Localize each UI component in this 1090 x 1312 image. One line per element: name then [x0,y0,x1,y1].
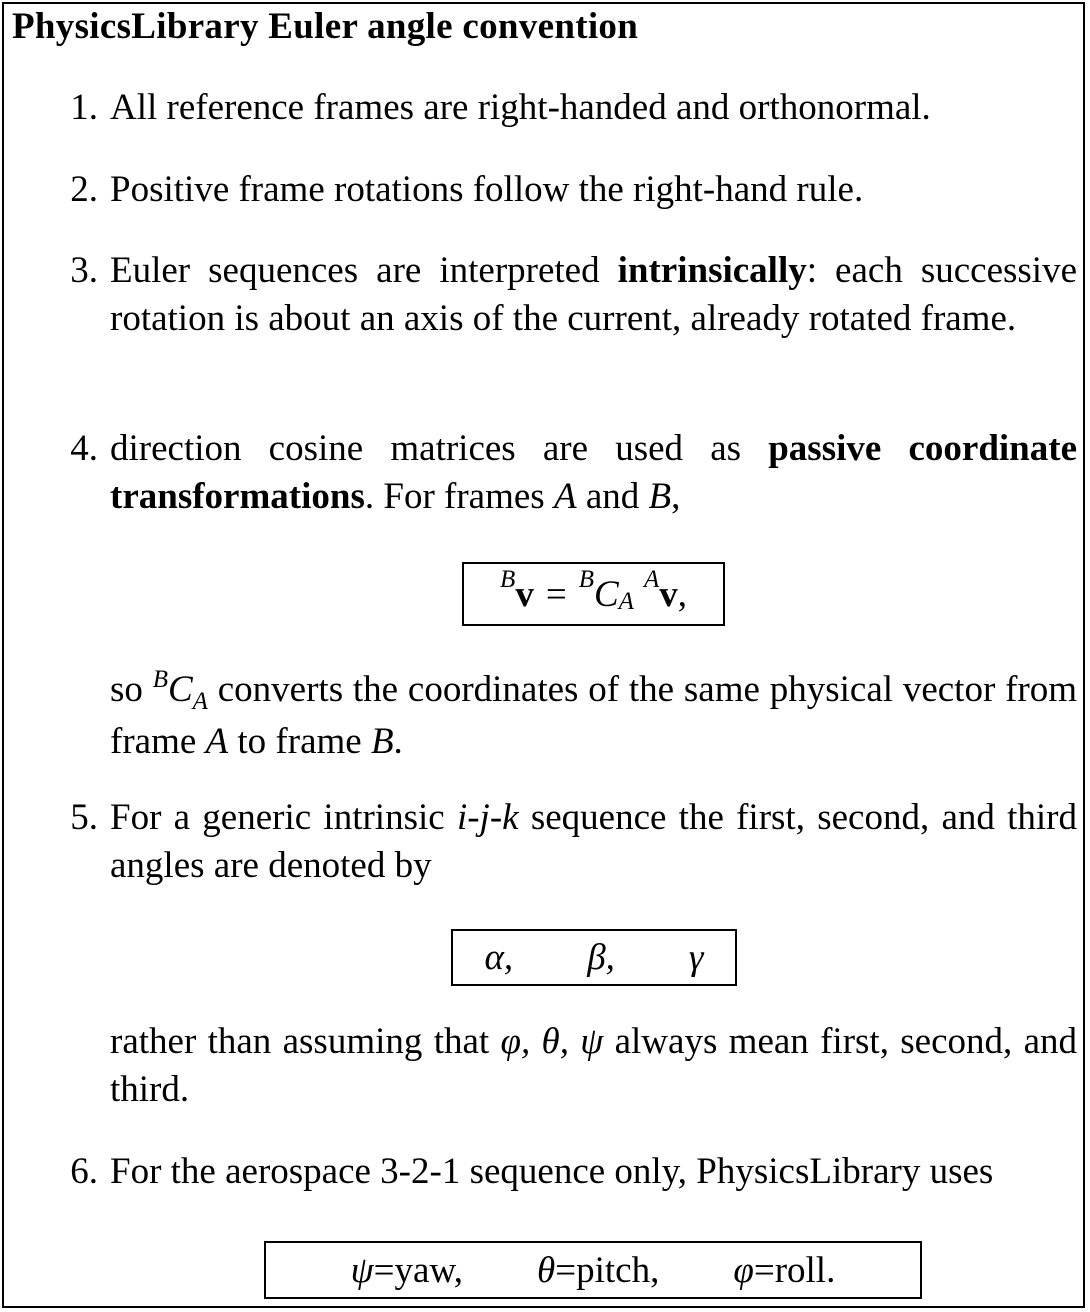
item-text-1: All reference frames are right-handed and orthonormal. [110,87,931,128]
eq-rhs-vector-superscript: A [643,566,660,593]
alpha-symbol: α, [484,937,514,978]
item-4-explanation-text-1: converts the coordinates of the same physical vector from frame [110,669,1077,762]
gamma-symbol: γ [688,937,704,978]
seq-dash-2: - [489,797,503,838]
eq-equals-sign: = [545,573,567,615]
item-5-explanation-symbols: φ, θ, ψ [500,1021,604,1062]
item-4-bold-term: passive coordinate transformations [110,428,1077,517]
seq-dash-1: - [467,797,480,838]
phi-symbol: φ [733,1249,754,1291]
item-text-2: Positive frame rotations follow the right-hand rule. [110,169,864,210]
eq-rhs-matrix: C [593,573,619,615]
item-5-text-after: sequence the first, second, and third angles are denoted by [110,797,1077,886]
frame-b-symbol: B [648,476,672,517]
item-3-bold-term: intrinsically [617,250,807,291]
item-3-text-before: Euler sequences are interpreted [110,250,618,291]
seq-j-symbol: j [479,797,490,838]
item-number-3: 3. [70,250,98,291]
item-number-5: 5. [70,797,98,838]
eq-trailing-comma: , [677,573,687,615]
dcm-equation-box [462,562,725,626]
theta-equals: = [555,1249,577,1291]
theta-symbol: θ [537,1249,556,1291]
item-4-explanation-frame-a: A [205,721,229,762]
item-4-so: so [110,669,153,710]
item-4-explanation [110,666,1077,766]
beta-symbol: β, [587,937,615,978]
item-5-explanation-text-1: rather than assuming that [110,1021,501,1062]
psi-symbol: ψ [350,1249,374,1291]
item-5-text-before: For a generic intrinsic [110,797,457,838]
item-number-1: 1. [70,87,98,128]
frame-a-symbol: A [553,476,577,517]
item-4-comma: , [671,476,681,517]
item-number-4: 4. [70,428,98,469]
seq-i-symbol: i [456,797,468,838]
item-4-explanation-subscript: A [192,688,208,715]
item-number-6: 6. [70,1151,98,1192]
item-number-2: 2. [70,169,98,210]
item-3-text-after: : each successive rotation is about an axis of the current, already rotated frame. [110,250,1078,339]
aerospace-mapping-box [264,1241,922,1299]
item-4-explanation-end: . [393,721,403,762]
pitch-label: pitch, [576,1249,660,1291]
item-4-text-mid: . For frames [364,476,554,517]
document-title: PhysicsLibrary Euler angle convention [12,6,639,47]
yaw-label: yaw, [394,1249,464,1291]
item-5-explanation-text-2: always mean first, second, and third. [110,1021,1078,1110]
eq-rhs-superscript: B [578,566,594,593]
eq-lhs-vector: v [515,573,534,615]
roll-label: roll. [774,1249,836,1291]
item-4-explanation-frame-b: B [370,721,394,762]
phi-equals: = [753,1249,775,1291]
item-text-3 [110,247,1077,343]
item-text-5 [110,794,1077,890]
item-4-explanation-text-2: to frame [228,721,371,762]
item-4-explanation-matrix: C [167,669,193,710]
eq-lhs-superscript: B [500,566,516,593]
item-4-text-before: direction cosine matrices are used as [110,428,769,469]
psi-equals: = [373,1249,395,1291]
item-4-explanation-superscript: B [152,666,168,693]
seq-k-symbol: k [502,797,519,838]
item-4-and-word: and [576,476,649,517]
item-5-explanation [110,1018,1077,1114]
item-text-4 [110,425,1077,521]
angle-symbols-box [451,929,737,986]
eq-rhs-subscript: A [618,588,634,615]
eq-rhs-vector: v [659,573,678,615]
item-text-6: For the aerospace 3-2-1 sequence only, PhysicsLibrary uses [110,1151,994,1192]
